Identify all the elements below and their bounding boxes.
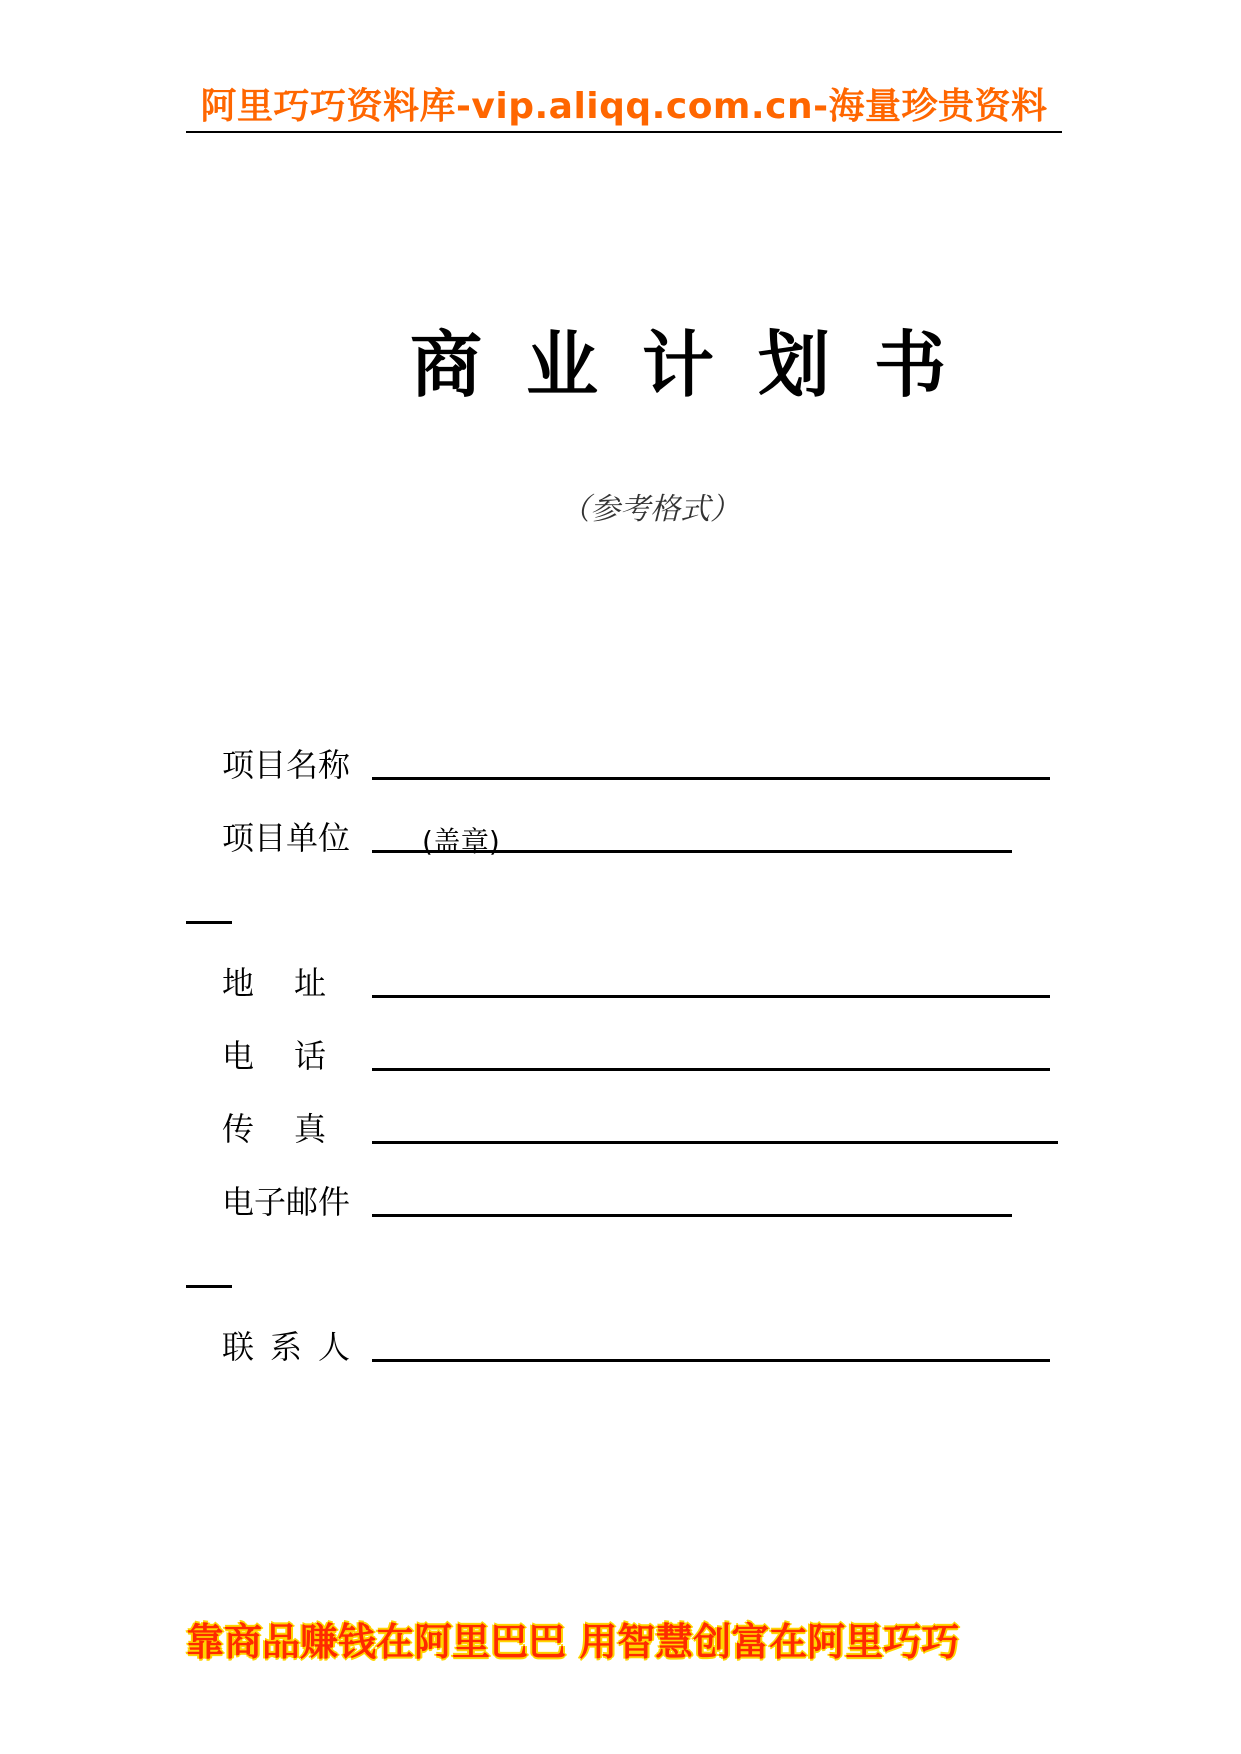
label-address: 地址 bbox=[222, 964, 367, 1002]
document-title: 商业计划书 bbox=[410, 322, 991, 407]
footer-slogan: 靠商品赚钱在阿里巴巴 用智慧创富在阿里巧巧 bbox=[186, 1620, 960, 1664]
email-field[interactable] bbox=[372, 1214, 1012, 1217]
address-field[interactable] bbox=[372, 995, 1050, 998]
project-unit-field[interactable] bbox=[372, 850, 1012, 853]
label-contact: 联系人 bbox=[222, 1328, 367, 1366]
label-project-unit: 项目单位 bbox=[222, 819, 351, 857]
header-watermark: 阿里巧巧资料库-vip.aliqq.com.cn-海量珍贵资料 bbox=[200, 86, 1048, 127]
contact-field[interactable] bbox=[372, 1359, 1050, 1362]
document-subtitle: （参考格式） bbox=[560, 492, 740, 527]
header-rule bbox=[186, 131, 1062, 133]
phone-field[interactable] bbox=[372, 1068, 1050, 1071]
label-fax: 传真 bbox=[222, 1110, 367, 1148]
separator-dash bbox=[186, 921, 232, 924]
project-name-field[interactable] bbox=[372, 777, 1050, 780]
label-email: 电子邮件 bbox=[222, 1183, 351, 1221]
label-project-name: 项目名称 bbox=[222, 746, 351, 784]
fax-field[interactable] bbox=[372, 1141, 1058, 1144]
label-phone: 电话 bbox=[222, 1037, 367, 1075]
stamp-note: (盖章) bbox=[422, 825, 500, 858]
separator-dash bbox=[186, 1285, 232, 1288]
